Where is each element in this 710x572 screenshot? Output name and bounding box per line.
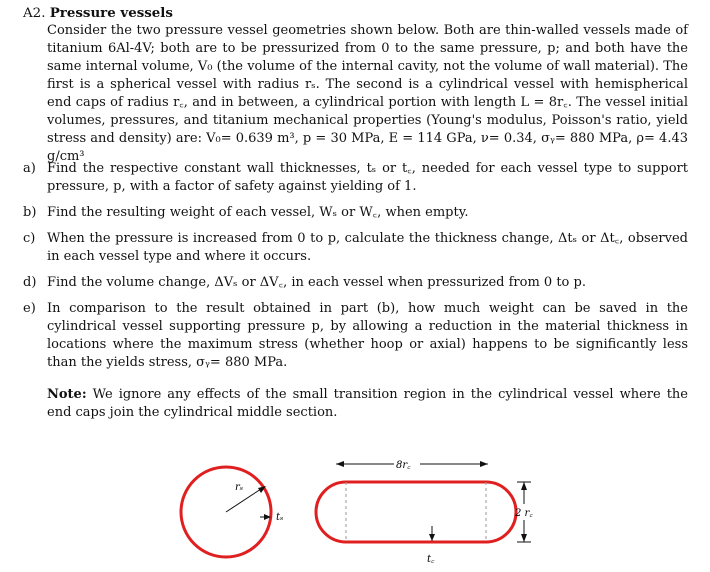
dia-arrow-bottom	[521, 534, 527, 542]
parts-list	[23, 160, 688, 380]
part-label: e)	[23, 301, 36, 316]
part-a	[23, 160, 688, 196]
note-text: We ignore any effects of the small transition region in the cylindrical vessel where the end caps join the cylindrical middle section.	[47, 387, 689, 420]
length-arrow-right	[480, 461, 488, 467]
part-b	[23, 204, 688, 222]
part-text: Find the respective constant wall thicknesses, tₛ or t꜀, needed for each vessel type to support pressure, p, with a factor of safety against yielding of 1.	[47, 161, 688, 194]
part-label: b)	[23, 205, 37, 220]
sphere-thickness-label: tₛ	[276, 512, 284, 523]
problem-intro: Consider the two pressure vessel geometries shown below. Both are thin-walled vessels made of titanium 6Al-4V; both are to be pressurized from 0 to the same pressure, p; and both have the same internal volume, V₀ (the volume of the internal cavity, not the volume of wall material). The first is a spherical vessel with radius rₛ. The second is a cylindrical vessel with hemispherical end caps of radius r꜀, and in between, a cylindrical portion with length L = 8r꜀. The vessel initial volumes, pressures, and titanium mechanical properties (Young's modulus, Poisson's ratio, yield stress and density) are: V₀= 0.639 m³, p = 30 MPa, E = 114 GPa, ν= 0.34, σᵧ= 880 MPa, ρ= 4.43 g/cm³	[47, 23, 688, 164]
part-d	[23, 274, 688, 292]
part-text: Find the volume change, ΔVₛ or ΔV꜀, in each vessel when pressurized from 0 to p.	[47, 275, 586, 290]
cyl-thickness-label: t꜀	[427, 554, 435, 565]
part-c	[23, 230, 688, 266]
part-text: In comparison to the result obtained in part (b), how much weight can be saved in the cylindrical vessel supporting pressure p, by allowing a reduction in the material thickness in locations where the maximum stress (whether hoop or axial) happens to be significantly less than the yields stress, σᵧ= 880 MPa.	[47, 301, 688, 370]
cyl-thickness-arrowhead	[429, 534, 435, 541]
part-label: a)	[23, 161, 36, 176]
problem-number: A2.	[23, 6, 46, 21]
part-text: Find the resulting weight of each vessel, Wₛ or W꜀, when empty.	[47, 205, 469, 220]
vessel-figure	[0, 440, 710, 572]
sphere-radius-label: rₛ	[235, 482, 244, 493]
problem-title: Pressure vessels	[49, 5, 173, 21]
part-text: When the pressure is increased from 0 to p, calculate the thickness change, Δtₛ or Δt꜀, observed in each vessel type and where it occurs.	[47, 231, 688, 264]
cyl-diameter-label: 2 r꜀	[515, 508, 533, 519]
sphere-radius-line	[226, 487, 264, 512]
dia-arrow-top	[521, 482, 527, 490]
cyl-length-label: 8r꜀	[396, 460, 411, 471]
part-label: d)	[23, 275, 37, 290]
part-label: c)	[23, 231, 36, 246]
note-paragraph	[47, 386, 688, 422]
length-arrow-left	[336, 461, 344, 467]
part-e	[23, 300, 688, 372]
problem-heading	[23, 4, 173, 23]
note-label: Note:	[47, 387, 87, 402]
